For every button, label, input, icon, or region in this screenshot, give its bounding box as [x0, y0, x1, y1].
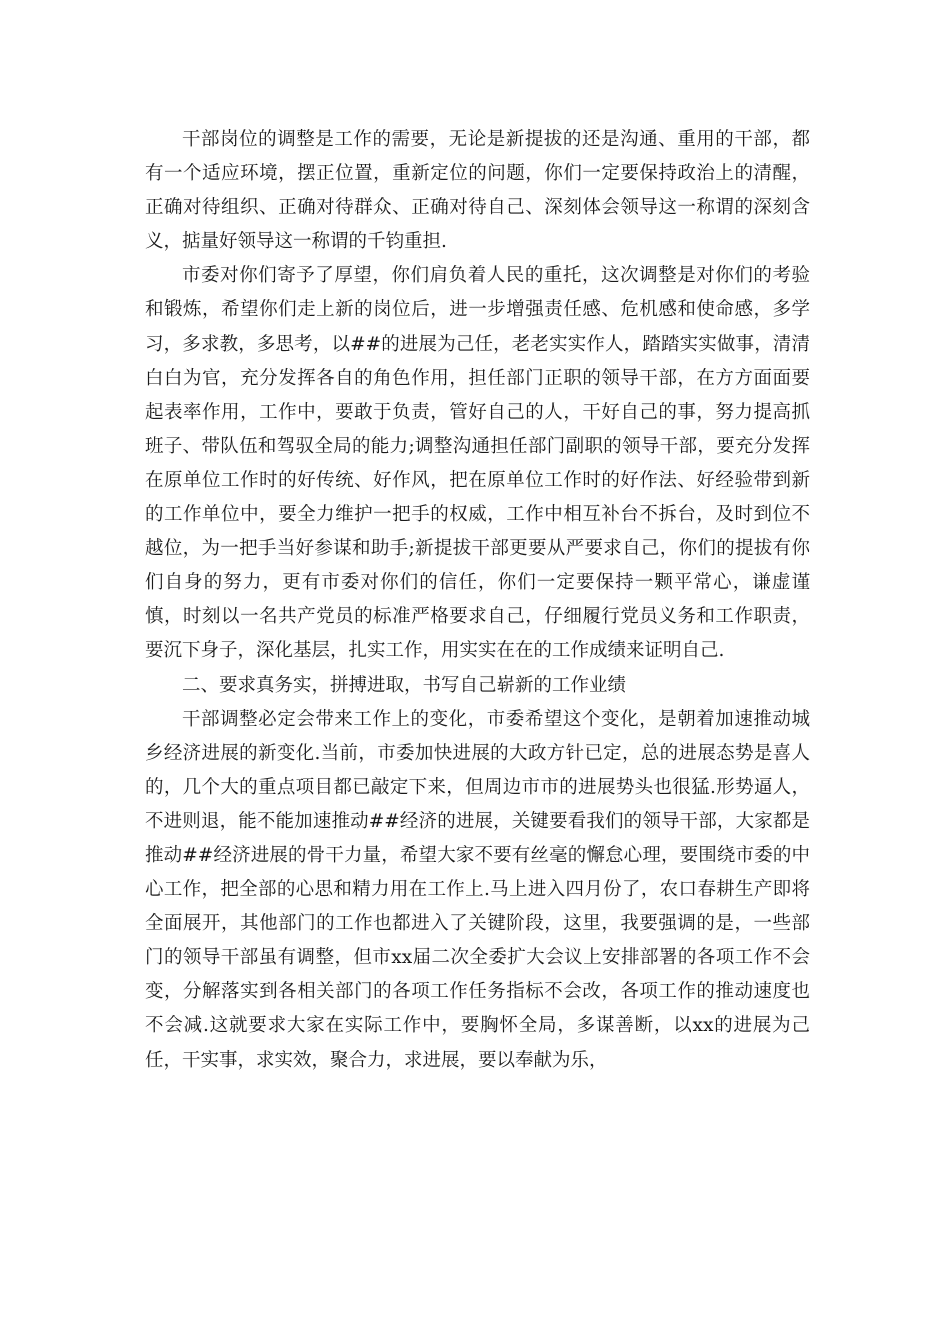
paragraph-cadre-adjustment: 干部岗位的调整是工作的需要，无论是新提拔的还是沟通、重用的干部，都有一个适应环境，摆正位置，重新定位的问题，你们一定要保持政治上的清醒，正确对待组织、正确对待群众、正确对待自己、深刻体会领导这一称谓的深刻含义，掂量好领导这一称谓的千钧重担.	[145, 129, 810, 253]
paragraph-municipal-expectations: 市委对你们寄予了厚望，你们肩负着人民的重托，这次调整是对你们的考验和锻炼，希望你们走上新的岗位后，进一步增强责任感、危机感和使命感，多学习，多求教，多思考，以##的进展为己任，老老实实作人，踏踏实实做事，清清白白为官，充分发挥各自的角色作用，担任部门正职的领导干部，在方方面面要起表率作用，工作中，要敢于负责，管好自己的人，干好自己的事，努力提高抓班子、带队伍和驾驭全局的能力;调整沟通担任部门副职的领导干部，要充分发挥在原单位工作时的好传统、好作风，把在原单位工作时的好作法、好经验带到新的工作单位中，要全力维护一把手的权威，工作中相互补台不拆台，及时到位不越位，为一把手当好参谋和助手;新提拔干部更要从严要求自己，你们的提拔有你们自身的努力，更有市委对你们的信任，你们一定要保持一颗平常心，谦虚谨慎，时刻以一名共产党员的标准严格要求自己，仔细履行党员义务和工作职责，要沉下身子，深化基层，扎实工作，用实实在在的工作成绩来证明自己.	[145, 265, 810, 662]
paragraph-development-work: 干部调整必定会带来工作上的变化，市委希望这个变化，是朝着加速推动城乡经济进展的新变化.当前，市委加快进展的大政方针已定，总的进展态势是喜人的，几个大的重点项目都已敲定下来，但周边市市的进展势头也很猛.形势逼人，不进则退，能不能加速推动##经济的进展，关键要看我们的领导干部，大家都是推动##经济进展的骨干力量，希望大家不要有丝毫的懈怠心理，要围绕市委的中心工作，把全部的心思和精力用在工作上.马上进入四月份了，农口春耕生产即将全面展开，其他部门的工作也都进入了关键阶段，这里，我要强调的是，一些部门的领导干部虽有调整，但市xx届二次全委扩大会议上安排部署的各项工作不会变，分解落实到各相关部门的各项工作任务指标不会改，各项工作的推动速度也不会减.这就要求大家在实际工作中，要胸怀全局，多谋善断，以xx的进展为己任，干实事，求实效，聚合力，求进展，要以奉献为乐，	[145, 708, 810, 1071]
section-heading: 二、要求真务实，拼搏进取，书写自己崭新的工作业绩	[182, 674, 627, 696]
document-page	[145, 123, 810, 1078]
